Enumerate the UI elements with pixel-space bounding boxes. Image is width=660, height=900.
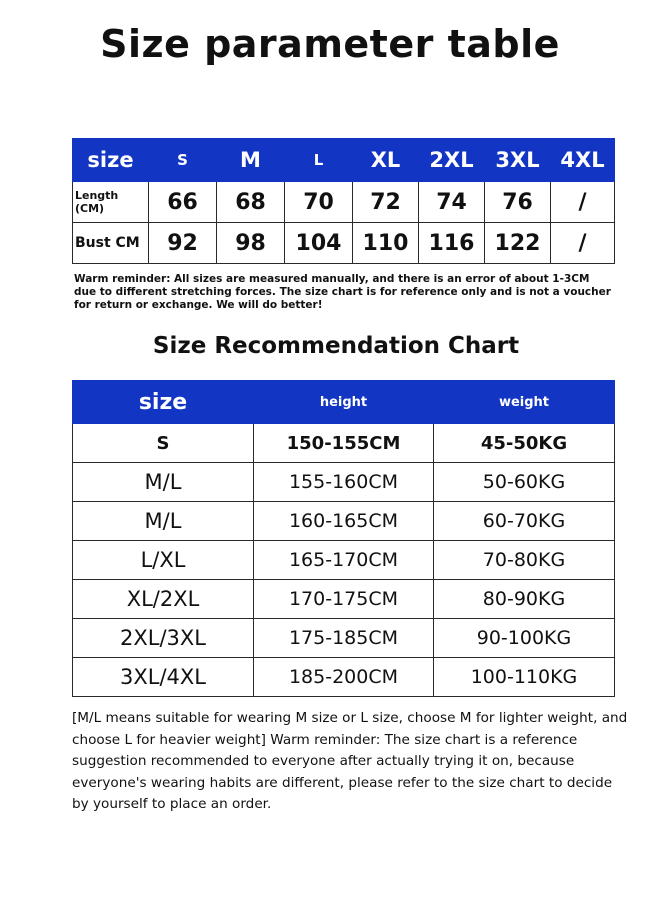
table-cell: 160-165CM (254, 502, 434, 541)
table-header-row (73, 381, 615, 424)
recommendation-title: Size Recommendation Chart (152, 333, 520, 359)
table-cell: 60-70KG (434, 502, 615, 541)
header-cell: weight (434, 381, 615, 424)
size-recommendation-table (72, 380, 615, 697)
table-cell: M/L (73, 502, 254, 541)
header-cell: 2XL (419, 139, 485, 182)
table-cell: S (73, 424, 254, 463)
table-cell: L/XL (73, 541, 254, 580)
table-cell: 3XL/4XL (73, 658, 254, 697)
table-row (73, 658, 615, 697)
header-cell: size (73, 381, 254, 424)
header-cell: XL (353, 139, 419, 182)
row-label: Bust CM (73, 223, 149, 264)
table-cell: 185-200CM (254, 658, 434, 697)
table-row (73, 580, 615, 619)
table-cell: / (551, 182, 615, 223)
table-cell: XL/2XL (73, 580, 254, 619)
table-row (73, 541, 615, 580)
row-label: Length (CM) (73, 182, 149, 223)
table-row (73, 424, 615, 463)
table-row (73, 502, 615, 541)
table-cell: 98 (217, 223, 285, 264)
table-cell: 150-155CM (254, 424, 434, 463)
table-cell: 110 (353, 223, 419, 264)
header-cell: M (217, 139, 285, 182)
table-cell: 2XL/3XL (73, 619, 254, 658)
table-cell: 100-110KG (434, 658, 615, 697)
table-cell: 74 (419, 182, 485, 223)
page-title: Size parameter table (100, 22, 560, 66)
table-cell: M/L (73, 463, 254, 502)
table-row (73, 619, 615, 658)
header-cell: L (285, 139, 353, 182)
header-cell: S (149, 139, 217, 182)
table-header-row (73, 139, 615, 182)
table-cell: 170-175CM (254, 580, 434, 619)
table-cell: 80-90KG (434, 580, 615, 619)
warm-reminder-note: Warm reminder: All sizes are measured manually, and there is an error of about 1-3CM due to different stretching forces. The size chart is for reference only and is not a voucher for return or exchange. We will do better! (74, 273, 611, 311)
table-cell: 70-80KG (434, 541, 615, 580)
table-row (73, 223, 615, 264)
table-cell: 92 (149, 223, 217, 264)
size-parameter-table (72, 138, 615, 264)
table-cell: 104 (285, 223, 353, 264)
table-cell: 68 (217, 182, 285, 223)
table-cell: 66 (149, 182, 217, 223)
table-cell: 155-160CM (254, 463, 434, 502)
header-cell: 3XL (485, 139, 551, 182)
table-cell: 70 (285, 182, 353, 223)
header-cell: size (73, 139, 149, 182)
table-row (73, 182, 615, 223)
table-cell: 45-50KG (434, 424, 615, 463)
header-cell: height (254, 381, 434, 424)
header-cell: 4XL (551, 139, 615, 182)
table-cell: / (551, 223, 615, 264)
table-cell: 175-185CM (254, 619, 434, 658)
table-row (73, 463, 615, 502)
table-cell: 122 (485, 223, 551, 264)
table-cell: 90-100KG (434, 619, 615, 658)
table-cell: 116 (419, 223, 485, 264)
size-note: [M/L means suitable for wearing M size or L size, choose M for lighter weight, and choose L for heavier weight] Warm reminder: The size chart is a reference suggestion recommended to everyone after actually trying it on, because everyone's wearing habits are different, please refer to the size chart to decide by yourself to place an order. (72, 710, 628, 812)
table-cell: 165-170CM (254, 541, 434, 580)
table-cell: 50-60KG (434, 463, 615, 502)
table-cell: 72 (353, 182, 419, 223)
table-cell: 76 (485, 182, 551, 223)
